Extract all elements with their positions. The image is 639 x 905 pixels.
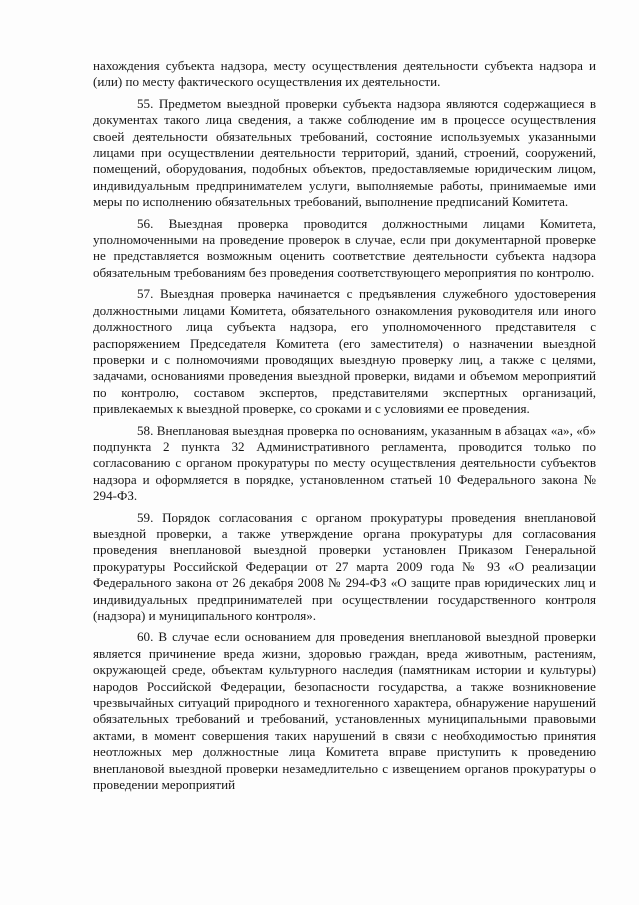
paragraph-58: 58. Внеплановая выездная проверка по основаниям, указанным в абзацах «а», «б» подпункта 2 пункта 32 Административного регламента, проводится только по согласованию с органом прокуратуры по месту осуществления деятельности субъектов надзора и оформляется в порядке, установленном статьей 10 Федерального закона № 294-ФЗ.: [93, 422, 596, 504]
paragraph-60: 60. В случае если основанием для проведения внеплановой выездной проверки является причинение вреда жизни, здоровью граждан, вреда животным, растениям, окружающей среде, объектам культурного наследия (памятникам истории и культуры) народов Российской Федерации, безопасности государства, а также возникновение чрезвычайных ситуаций природного и техногенного характера, обнаружение нарушений обязательных требований и требований, установленных муниципальными правовыми актами, в момент совершения таких нарушений в связи с необходимостью принятия неотложных мер должностные лица Комитета вправе приступить к проведению внеплановой выездной проверки незамедлительно с извещением органов прокуратуры о проведении мероприятий: [93, 629, 596, 793]
paragraph-57: 57. Выездная проверка начинается с предъявления служебного удостоверения должностными лицами Комитета, обязательного ознакомления руководителя или иного должностного лица субъекта надзора, его уполномоченного представителя с распоряжением Председателя Комитета (его заместителя) о назначении выездной проверки и с полномочиями проводящих выездную проверку лиц, а также с целями, задачами, основаниями проведения выездной проверки, видами и объемом мероприятий по контролю, составом экспертов, представителями экспертных организаций, привлекаемых к выездной проверке, со сроками и с условиями ее проведения.: [93, 286, 596, 417]
paragraph-56: 56. Выездная проверка проводится должностными лицами Комитета, уполномоченными на проведение проверок в случае, если при документарной проверке не представляется возможным оценить соответствие деятельности субъекта надзора обязательным требованиям без проведения соответствующего мероприятия по контролю.: [93, 215, 596, 280]
paragraph-55: 55. Предметом выездной проверки субъекта надзора являются содержащиеся в документах такого лица сведения, а также соблюдение им в процессе осуществления своей деятельности обязательных требований, состояние используемых указанными лицами при осуществлении деятельности территорий, зданий, строений, сооружений, помещений, оборудования, подобных объектов, предоставляемые юридическим лицом, индивидуальным предпринимателем услуги, выполняемые работы, принимаемые ими меры по исполнению обязательных требований, выполнение предписаний Комитета.: [93, 95, 596, 210]
paragraph-59: 59. Порядок согласования с органом прокуратуры проведения внеплановой выездной проверки, а также утверждение органа прокуратуры для согласования проведения внеплановой выездной проверки установлен Приказом Генеральной прокуратуры Российской Федерации от 27 марта 2009 года № 93 «О реализации Федерального закона от 26 декабря 2008 № 294-ФЗ «О защите прав юридических лиц и индивидуальных предпринимателей при осуществлении государственного контроля (надзора) и муниципального контроля».: [93, 509, 596, 623]
document-body: [93, 58, 596, 798]
paragraph-continuation: нахождения субъекта надзора, месту осуществления деятельности субъекта надзора и (или) по месту фактического осуществления их деятельности.: [93, 58, 596, 90]
